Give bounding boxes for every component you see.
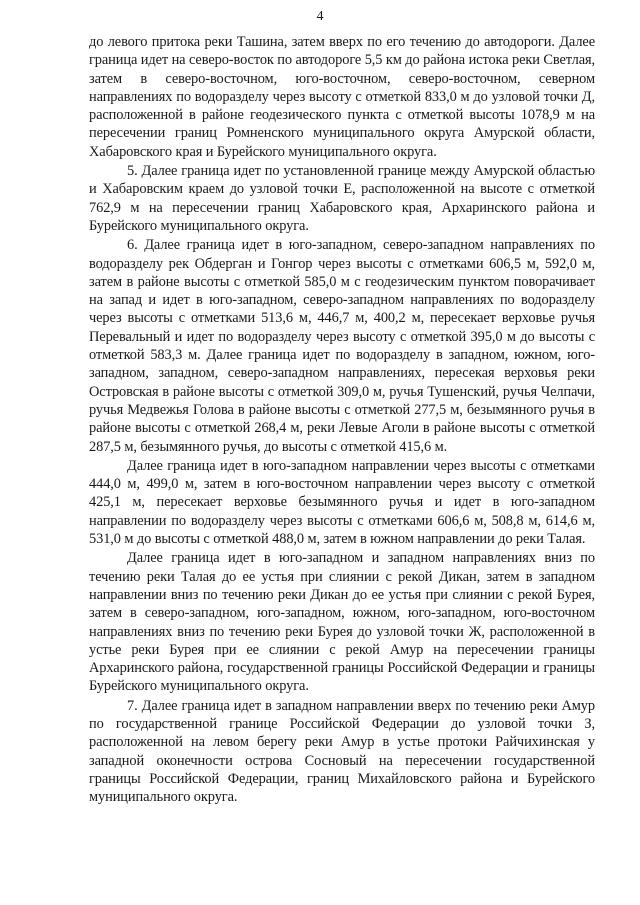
- paragraph-item-6-continued: Далее граница идет в юго-западном направлении через высоты с отметками 444,0 м, 499,0 м, затем в юго-восточном направлении через высоту с отметкой 425,1 м, пересекает верховье безымянного ручья и идет в юго-западном направлении по водоразделу через высоты с отметками 606,6 м, 508,8 м, 614,6 м, 531,0 м до высоты с отметкой 488,0 м, затем в южном направлении до реки Талая.: [89, 457, 595, 548]
- paragraph-item-6: 6. Далее граница идет в юго-западном, северо-западном направлениях по водоразделу рек Обдерган и Гонгор через высоты с отметками 606,5 м, 592,0 м, затем в районе высоты с отметкой 585,0 м с геодезическим пунктом поворачивает на запад и идет в юго-западном, северо-западном направлениях по водоразделу через высоты с отметками 513,6 м, 446,7 м, 400,2 м, пересекает верховье ручья Перевальный и идет по водоразделу через высоту с отметкой 395,0 м до высоты с отметкой 583,3 м. Далее граница идет по водоразделу в западном, южном, юго-западном, западном, северо-западном направлениях, пересекая верховья реки Островская в районе высоты с отметкой 309,0 м, ручья Тушенский, ручья Челпачи, ручья Медвежья Голова в районе высоты с отметкой 277,5 м, безымянного ручья в районе высоты с отметкой 268,4 м, реки Левые Аголи в районе высоты с отметкой 287,5 м, безымянного ручья, до высоты с отметкой 415,6 м.: [89, 237, 595, 455]
- document-body: [89, 33, 595, 806]
- paragraph-item-5: 5. Далее граница идет по установленной границе между Амурской областью и Хабаровским краем до узловой точки Е, расположенной на высоте с отметкой 762,9 м на пересечении границ Хабаровского края, Архаринского района и Бурейского муниципального округа.: [89, 163, 595, 234]
- page-number: 4: [316, 9, 324, 24]
- paragraph-item-7: 7. Далее граница идет в западном направлении вверх по течению реки Амур по государственной границе Российской Федерации до узловой точки З, расположенной на левом берегу реки Амур в устье протоки Райчихинская у западной оконечности острова Сосновый на пересечении государственной границы Российской Федерации, границ Михайловского района и Бурейского муниципального округа.: [89, 697, 595, 806]
- paragraph-item-6-final: Далее граница идет в юго-западном и западном направлениях вниз по течению реки Талая до ее устья при слиянии с рекой Дикан, затем в западном направлении вниз по течению реки Дикан до ее устья при слиянии с рекой Бурея, затем в северо-западном, юго-западном, южном, юго-западном, юго-восточном направлениях вниз по течению реки Бурея до узловой точки Ж, расположенной в устье реки Бурея при ее слиянии с рекой Амур на пересечении границы Архаринского района, государственной границы Российской Федерации и границы Бурейского муниципального округа.: [89, 550, 595, 695]
- paragraph-continuation: до левого притока реки Ташина, затем вверх по его течению до автодороги. Далее граница идет на северо-восток по автодороге 5,5 км до района истока реки Светлая, затем в северо-восточном, юго-восточном, северо-восточном, северном направлениях по водоразделу через высоту с отметкой 833,0 м до узловой точки Д, расположенной в районе геодезического пункта с отметкой высоты 1078,9 м на пересечении границ Ромненского муниципального округа Амурской области, Хабаровского края и Бурейского муниципального округа.: [89, 34, 595, 160]
